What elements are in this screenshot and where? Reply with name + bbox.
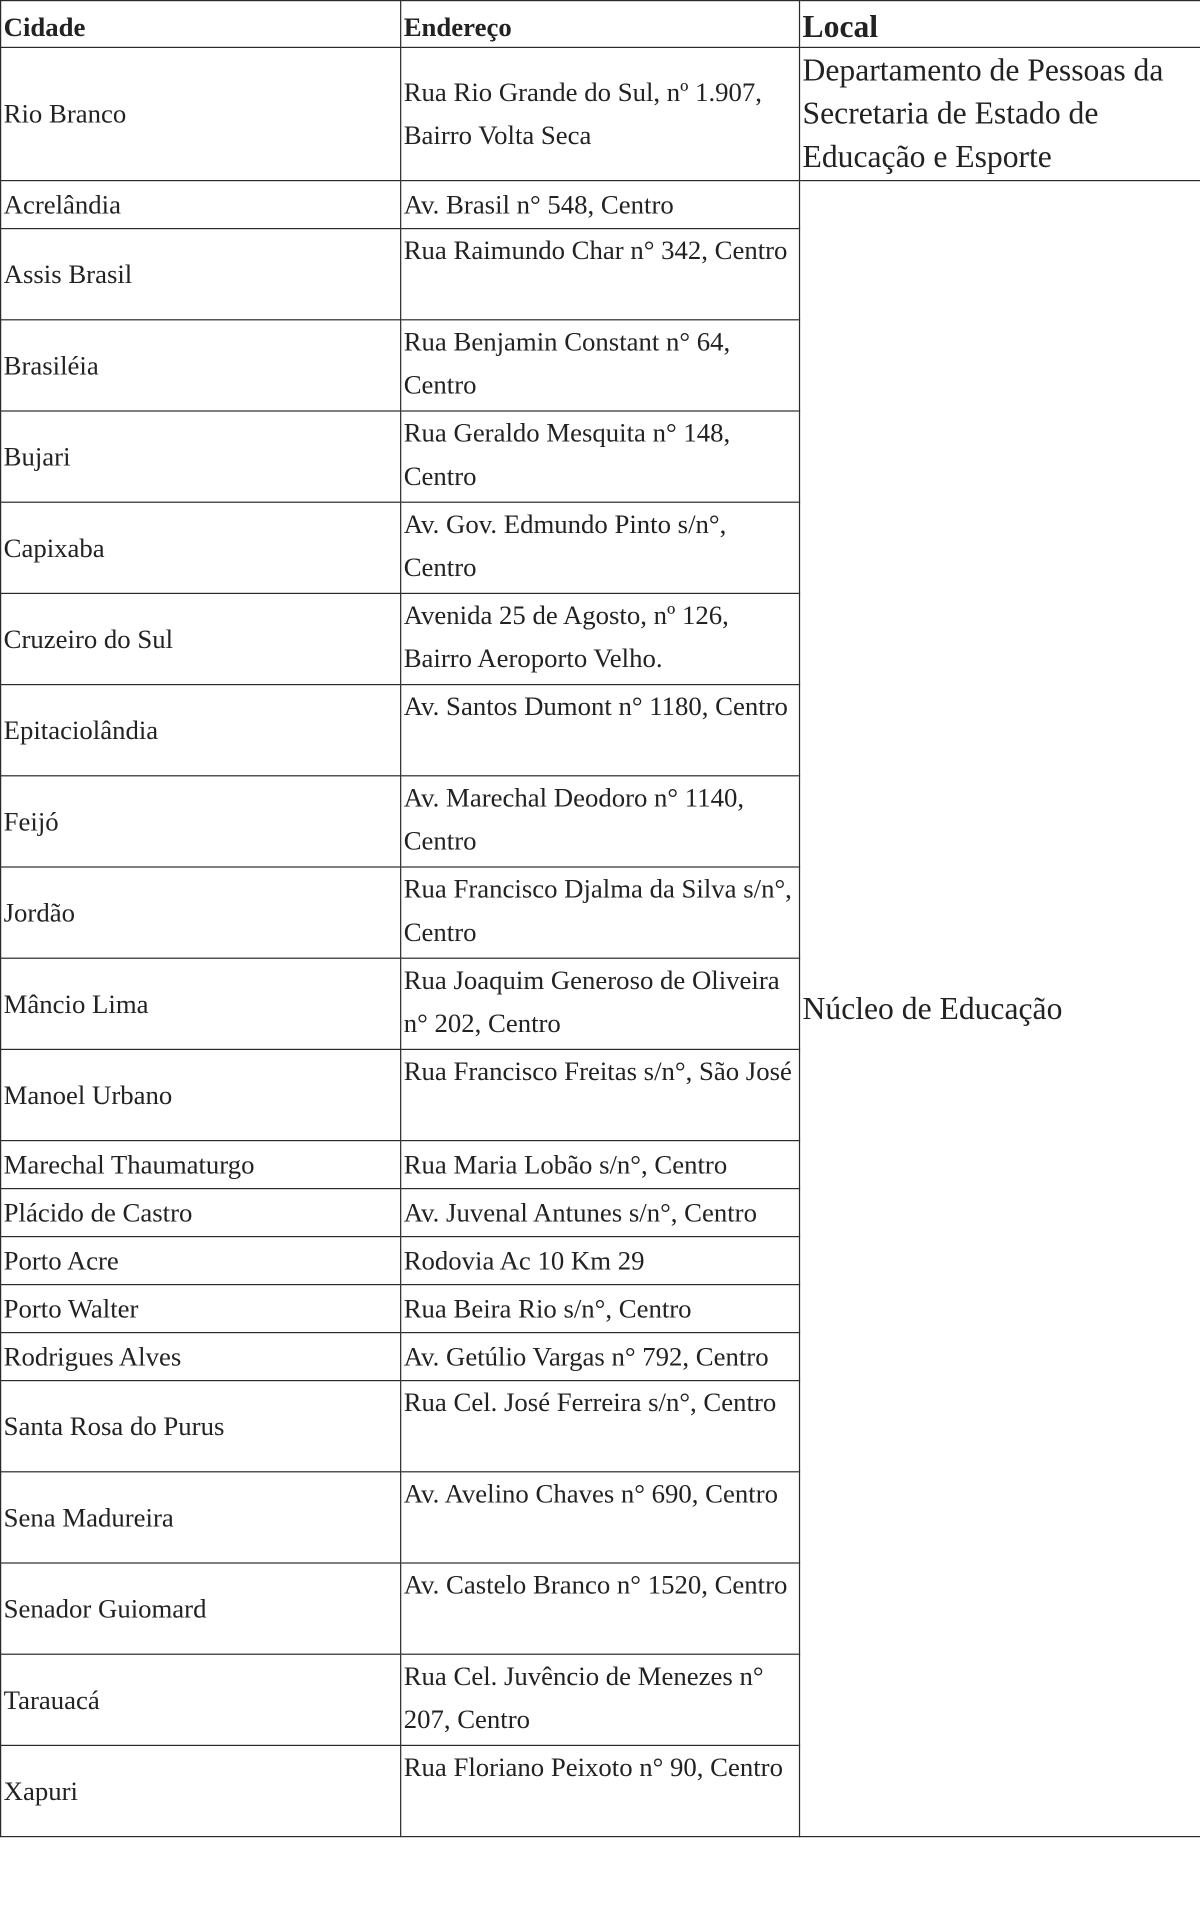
cell-endereco: Rua Maria Lobão s/n°, Centro [401,1141,800,1189]
cell-cidade: Cruzeiro do Sul [1,593,401,684]
cell-cidade: Capixaba [1,502,401,593]
cell-cidade: Jordão [1,867,401,958]
table-row [1,181,1200,229]
cell-cidade: Santa Rosa do Purus [1,1381,401,1472]
cell-endereco: Av. Gov. Edmundo Pinto s/n°, Centro [401,502,800,593]
cell-cidade: Acrelândia [1,181,401,229]
header-endereco: Endereço [401,1,800,48]
cell-endereco: Av. Brasil n° 548, Centro [401,181,800,229]
cell-endereco: Rua Floriano Peixoto n° 90, Centro [401,1745,800,1836]
cell-local-merged: Núcleo de Educação [800,181,1200,1837]
header-cidade: Cidade [1,1,401,48]
cell-endereco: Av. Juvenal Antunes s/n°, Centro [401,1189,800,1237]
cell-endereco: Rua Joaquim Generoso de Oliveira n° 202, Centro [401,958,800,1049]
cell-cidade: Feijó [1,776,401,867]
cell-cidade: Epitaciolândia [1,685,401,776]
cell-local: Departamento de Pessoas da Secretaria de Estado de Educação e Esporte [800,47,1200,180]
cell-endereco: Av. Getúlio Vargas n° 792, Centro [401,1333,800,1381]
table-row [1,47,1200,180]
cell-cidade: Mâncio Lima [1,958,401,1049]
cell-cidade: Senador Guiomard [1,1563,401,1654]
cell-endereco: Rua Geraldo Mesquita n° 148, Centro [401,411,800,502]
cell-cidade: Rodrigues Alves [1,1333,401,1381]
cell-endereco: Av. Marechal Deodoro n° 1140, Centro [401,776,800,867]
cell-endereco: Av. Avelino Chaves n° 690, Centro [401,1472,800,1563]
cell-cidade: Brasiléia [1,320,401,411]
cell-endereco: Rua Cel. Juvêncio de Menezes n° 207, Centro [401,1654,800,1745]
cell-endereco: Rua Francisco Djalma da Silva s/n°, Centro [401,867,800,958]
cell-endereco: Rodovia Ac 10 Km 29 [401,1237,800,1285]
cell-cidade: Porto Acre [1,1237,401,1285]
cell-endereco: Avenida 25 de Agosto, nº 126, Bairro Aeroporto Velho. [401,593,800,684]
cell-cidade: Rio Branco [1,47,401,180]
cell-endereco: Rua Beira Rio s/n°, Centro [401,1285,800,1333]
cell-endereco: Rua Francisco Freitas s/n°, São José [401,1049,800,1140]
cell-cidade: Plácido de Castro [1,1189,401,1237]
cell-cidade: Porto Walter [1,1285,401,1333]
header-local: Local [800,1,1200,48]
cell-endereco: Rua Rio Grande do Sul, nº 1.907, Bairro Volta Seca [401,47,800,180]
cell-cidade: Marechal Thaumaturgo [1,1141,401,1189]
cell-endereco: Av. Castelo Branco n° 1520, Centro [401,1563,800,1654]
cell-endereco: Rua Raimundo Char n° 342, Centro [401,229,800,320]
cell-cidade: Tarauacá [1,1654,401,1745]
cell-cidade: Sena Madureira [1,1472,401,1563]
cell-cidade: Manoel Urbano [1,1049,401,1140]
header-row [1,1,1200,48]
cell-cidade: Bujari [1,411,401,502]
cell-endereco: Av. Santos Dumont n° 1180, Centro [401,685,800,776]
cell-endereco: Rua Cel. José Ferreira s/n°, Centro [401,1381,800,1472]
cell-cidade: Assis Brasil [1,229,401,320]
cell-endereco: Rua Benjamin Constant n° 64, Centro [401,320,800,411]
cell-cidade: Xapuri [1,1745,401,1836]
